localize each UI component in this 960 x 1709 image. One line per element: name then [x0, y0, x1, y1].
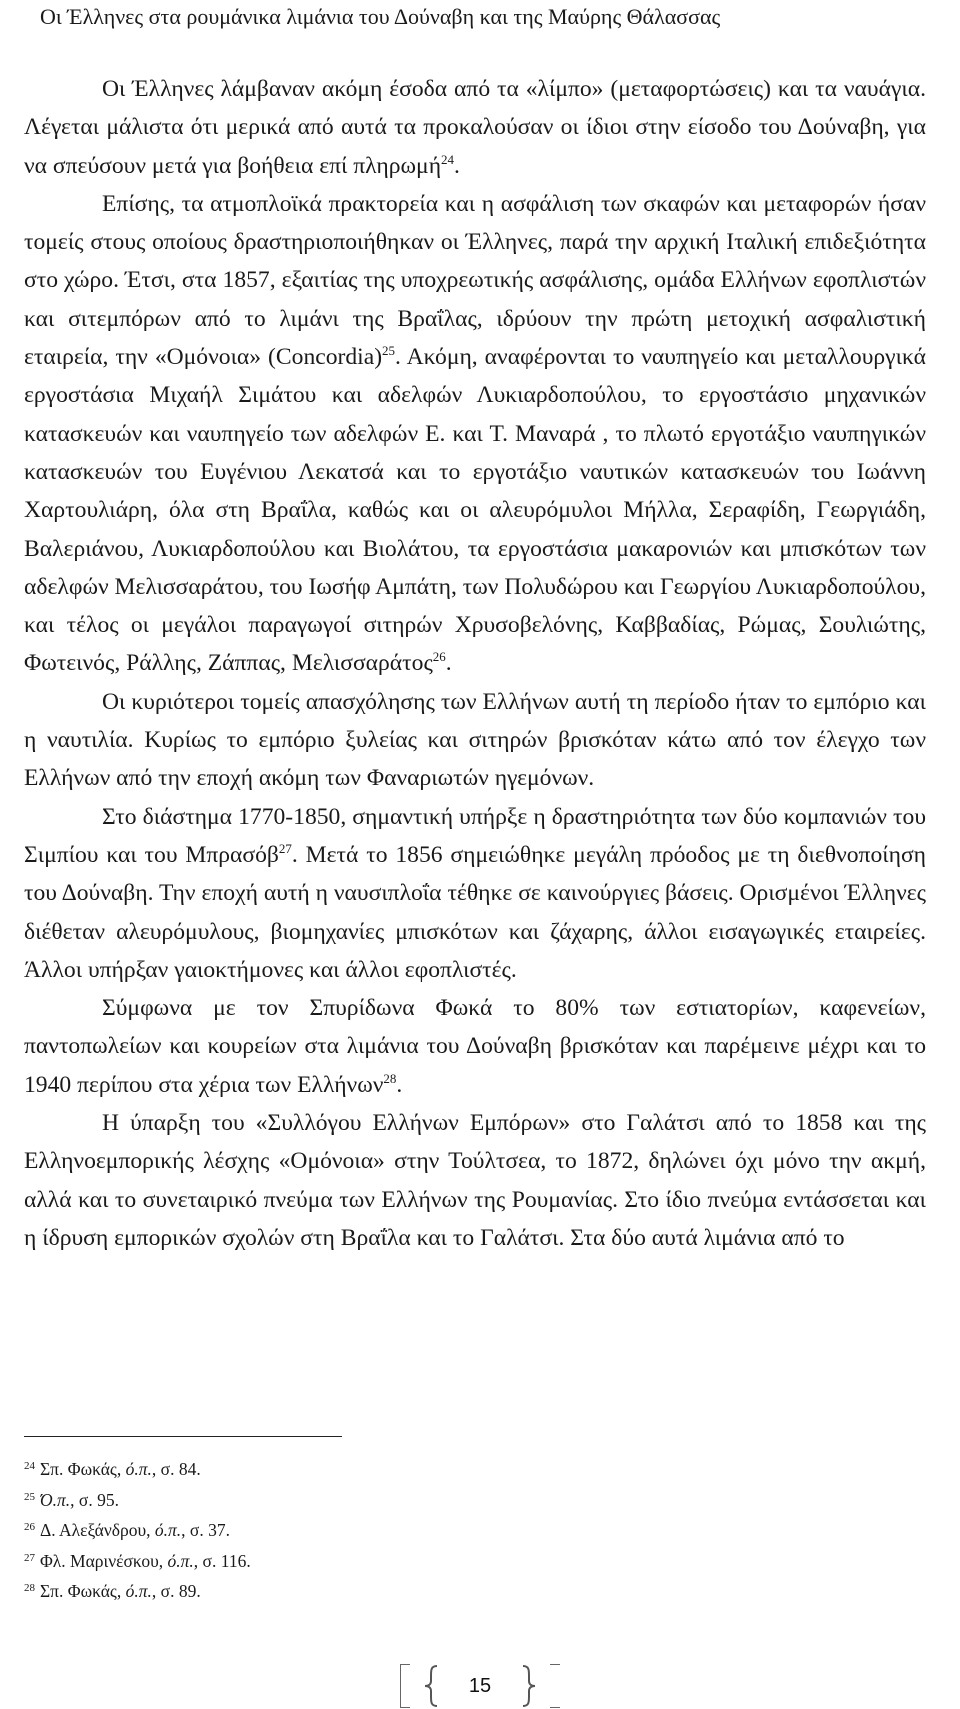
footnote [24, 1515, 724, 1546]
footnotes [24, 1454, 724, 1607]
footnote-author: Σπ. Φωκάς, [40, 1459, 126, 1479]
footnote-ref: ό.π. [125, 1459, 152, 1479]
footnote-marker[interactable]: 24 [441, 151, 455, 167]
footnote [24, 1576, 724, 1607]
footnote-author: Δ. Αλεξάνδρου, [40, 1520, 155, 1540]
footnote-author: Φλ. Μαρινέσκου, [40, 1550, 168, 1571]
footnote-page: , σ. 37. [181, 1520, 230, 1540]
paragraph-text: . [396, 1071, 403, 1098]
paragraph-text: . [454, 152, 460, 179]
footnote-number: 28 [24, 1582, 35, 1594]
footnote-ref: Ό.π. [40, 1489, 71, 1510]
paragraph [24, 798, 926, 989]
running-header: Οι Έλληνες στα ρουμάνικα λιμάνια του Δούναβη και της Μαύρης Θάλασσας [40, 4, 721, 29]
footnote-ref: ό.π. [125, 1581, 152, 1601]
paragraph [24, 185, 926, 683]
paragraph [24, 1104, 926, 1257]
footnote-number: 27 [24, 1551, 35, 1564]
footnote [24, 1546, 724, 1577]
footnote [24, 1454, 724, 1485]
page-footer [400, 1664, 560, 1708]
paragraph [24, 70, 926, 185]
footnote-number: 24 [24, 1460, 35, 1472]
paragraph-text: . [445, 650, 452, 677]
paragraph [24, 683, 926, 798]
footnote-separator [24, 1436, 342, 1437]
paragraph-text: Στο διάστημα 1770-1850, σημαντική υπήρξε η δραστηριότητα των δύο κομπανιών του Σιμπίου και του Μπρασόβ [24, 803, 926, 868]
body-text [24, 70, 926, 1257]
footnote [24, 1485, 724, 1516]
paragraph [24, 989, 926, 1104]
paragraph-text: Η ύπαρξη του «Συλλόγου Ελλήνων Εμπόρων» στο Γαλάτσι από το 1858 και της Ελληνοεμπορικής λέσχης «Ομόνοια» στην Τούλτσεα, το 1872, δηλώνει όχι μόνο την ακμή, αλλά και το συνεταιρικό πνεύμα των Ελλήνων της Ρουμανίας. Στο ίδιο πνεύμα εντάσσεται και η ίδρυση εμπορικών σχολών στη Βραΐλα και το Γαλάτσι. Στα δύο αυτά λιμάνια από το [24, 1110, 926, 1251]
footnote-marker[interactable]: 26 [432, 649, 446, 665]
footnote-author: Σπ. Φωκάς, [40, 1581, 126, 1601]
footnote-ref: ό.π. [167, 1550, 194, 1571]
footnote-number: 25 [24, 1490, 35, 1503]
footnote-page: , σ. 89. [151, 1581, 201, 1601]
footnote-marker[interactable]: 28 [383, 1070, 397, 1086]
footnote-ref: ό.π. [154, 1520, 182, 1540]
footnote-marker[interactable]: 25 [382, 343, 396, 359]
footnote-page: , σ. 84. [151, 1459, 201, 1479]
page-number: 15 [468, 1675, 492, 1697]
paragraph-text: . Ακόμη, αναφέρονται το ναυπηγείο και μεταλλουργικά εργοστάσια Μιχαήλ Σιμάτου και αδελφών Λυκιαρδοπούλου, το εργοστάσιο μηχανικών κατασκευών και ναυπηγείο των αδελφών Ε. και Τ. Μαναρά , το πλωτό εργοτάξιο ναυπηγικών κατασκευών του Ευγένιου Λεκατσά και το εργοτάξιο ναυτικών κατασκευών του Ιωάννη Χαρτουλιάρη, όλα στη Βραΐλα, καθώς και οι αλευρόμυλοι Μήλλα, Σεραφίδη, Γεωργιάδη, Βαλεριάνου, Λυκιαρδοπούλου και Βιολάτου, τα εργοστάσια μακαρονιών και μπισκότων των αδελφών Μελισσαράτου, του Ιωσήφ Αμπάτη, των Πολυδώρου και Γεωργίου Λυκιαρδοπούλου, και τέλος οι μεγάλοι παραγωγοί σιτηρών Χρυσοβελόνης, Καββαδίας, Ρώμας, Σουλιώτης, Φωτεινός, Ράλλης, Ζάππας, Μελισσαράτος [24, 344, 926, 677]
paragraph-text: . Μετά το 1856 σημειώθηκε μεγάλη πρόοδος με τη διεθνοποίηση του Δούναβη. Την εποχή αυτή η ναυσιπλοΐα τέθηκε σε καινούργιες βάσεις. Ορισμένοι Έλληνες διέθεταν αλευρόμυλους, βιομηχανίες μπισκότων και ζάχαρης, άλλοι εισαγωγικές εταιρείες. Άλλοι υπήρξαν γαιοκτήμονες και άλλοι εφοπλιστές. [24, 841, 927, 983]
footnote-number: 26 [24, 1521, 35, 1533]
paragraph-text: Οι Έλληνες λάμβαναν ακόμη έσοδα από τα «λίμπο» (μεταφορτώσεις) και τα ναυάγια. Λέγεται μάλιστα ότι μερικά από αυτά τα προκαλούσαν οι ίδιοι στην είσοδο του Δούναβη, για να σπεύσουν μετά για βοήθεια επί πληρωμή [24, 76, 926, 179]
paragraph-text: Επίσης, τα ατμοπλοϊκά πρακτορεία και η ασφάλιση των σκαφών και μεταφορών ήσαν τομείς στους οποίους δραστηριοποιήθηκαν οι Έλληνες, παρά την αρχική Ιταλική επιδεξιότητα στο χώρο. Έτσι, στα 1857, εξαιτίας της υποχρεωτικής ασφάλισης, ομάδα Ελλήνων εφοπλιστών και σιτεμπόρων από το λιμάνι της Βραΐλας, ιδρύουν την πρώτη μετοχική ασφαλιστική εταιρεία, την «Ομόνοια» (Concordia) [24, 190, 926, 371]
paragraph-text: Οι κυριότεροι τομείς απασχόλησης των Ελλήνων αυτή τη περίοδο ήταν το εμπόριο και η ναυτιλία. Κυρίως το εμπόριο ξυλείας και σιτηρών βρισκόταν κάτω από τον έλεγχο των Ελλήνων από την εποχή ακόμη των Φαναριωτών ηγεμόνων. [24, 688, 926, 792]
footnote-marker[interactable]: 27 [278, 840, 292, 856]
paragraph-text: Σύμφωνα με τον Σπυρίδωνα Φωκά το 80% των εστιατορίων, καφενείων, παντοπωλείων και κουρείων στα λιμάνια του Δούναβη βρισκόταν και παρέμεινε μέχρι και το 1940 περίπου στα χέρια των Ελλήνων [24, 995, 926, 1098]
footnote-page: , σ. 95. [70, 1489, 119, 1510]
footnote-page: , σ. 116. [193, 1550, 251, 1571]
